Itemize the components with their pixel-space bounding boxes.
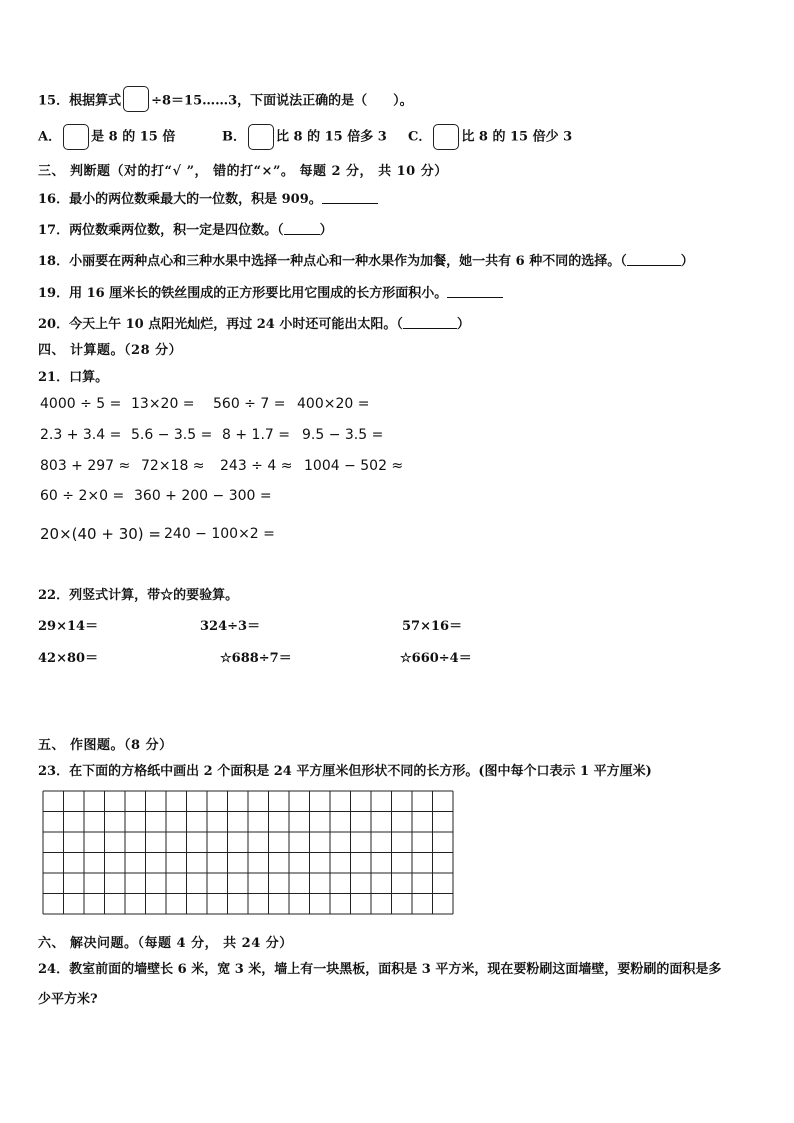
q15-option-c: C． 比 8 的 15 倍少 3 [408, 124, 572, 150]
square-grid-paper[interactable] [42, 790, 456, 924]
section-5-title: 五、 作图题。（8 分） [38, 738, 173, 753]
q24-line-2: 少平方米? [38, 992, 98, 1007]
q23: 23．在下面的方格纸中画出 2 个面积是 24 平方厘米但形状不同的长方形。(图中每个口表示 1 平方厘米) [38, 764, 652, 779]
option-b-box [248, 124, 274, 150]
calc-item: 400×20 = [297, 396, 370, 412]
q24-line-1: 24．教室前面的墙壁长 6 米，宽 3 米，墙上有一块黑板，面积是 3 平方米，现在要粉刷这面墙壁，要粉刷的面积是多 [38, 962, 722, 977]
vertical-calc-item: 57×16＝ [402, 619, 463, 634]
q18-blank [627, 253, 681, 266]
section-4-title: 四、 计算题。（28 分） [38, 343, 183, 358]
calc-item: 1004 − 502 ≈ [304, 458, 404, 474]
vertical-calc-item: 42×80＝ [38, 651, 99, 666]
calc-item: 8 + 1.7 = [222, 427, 290, 443]
calc-item: 4000 ÷ 5 = [40, 396, 122, 412]
calc-item: 13×20 = [131, 396, 195, 412]
section-6-title: 六、 解决问题。（每题 4 分， 共 24 分） [38, 936, 293, 951]
vertical-calc-item: 324÷3＝ [200, 619, 261, 634]
calc-item: 360 + 200 − 300 = [134, 488, 272, 504]
q16-blank [322, 191, 378, 204]
calc-item: 5.6 − 3.5 = [131, 427, 213, 443]
calc-item: 240 − 100×2 = [164, 526, 275, 542]
q19: 19．用 16 厘米长的铁丝围成的正方形要比用它围成的长方形面积小。 [38, 282, 503, 301]
calc-item: 243 ÷ 4 ≈ [220, 458, 293, 474]
vertical-calc-item: ☆688÷7＝ [220, 651, 292, 666]
calc-item: 2.3 + 3.4 = [40, 427, 122, 443]
q22-title: 22．列竖式计算，带☆的要验算。 [38, 588, 239, 603]
q21-title: 21．口算。 [38, 370, 109, 385]
calc-item: 560 ÷ 7 = [213, 396, 286, 412]
option-c-box [433, 124, 459, 150]
q15-stem: 15．根据算式 ÷8＝15……3，下面说法正确的是（ ）。 [38, 86, 413, 112]
q17-blank [284, 222, 320, 235]
calc-item: 20×(40 + 30) = [40, 525, 161, 543]
calc-item: 803 + 297 ≈ [40, 458, 131, 474]
q20: 20．今天上午 10 点阳光灿烂，再过 24 小时还可能出太阳。（ ） [38, 317, 470, 332]
q15-option-a: A． 是 8 的 15 倍 [38, 124, 175, 150]
q19-blank [447, 285, 503, 298]
q16: 16．最小的两位数乘最大的一位数，积是 909。 [38, 188, 378, 207]
calc-item: 60 ÷ 2×0 = [40, 488, 125, 504]
q17: 17．两位数乘两位数，积一定是四位数。（ ） [38, 223, 333, 238]
vertical-calc-item: ☆660÷4＝ [400, 651, 472, 666]
q15-answer-box [123, 86, 149, 112]
option-a-box [63, 124, 89, 150]
vertical-calc-item: 29×14＝ [38, 619, 99, 634]
q20-blank [403, 316, 457, 329]
calc-item: 72×18 ≈ [141, 458, 205, 474]
section-3-title: 三、 判断题（对的打“√ ”， 错的打“×”。 每题 2 分， 共 10 分） [38, 164, 448, 179]
calc-item: 9.5 − 3.5 = [302, 427, 384, 443]
q15-option-b: B． 比 8 的 15 倍多 3 [222, 124, 387, 150]
q18: 18．小丽要在两种点心和三种水果中选择一种点心和一种水果作为加餐，她一共有 6 种不同的选择。（ ） [38, 254, 694, 269]
